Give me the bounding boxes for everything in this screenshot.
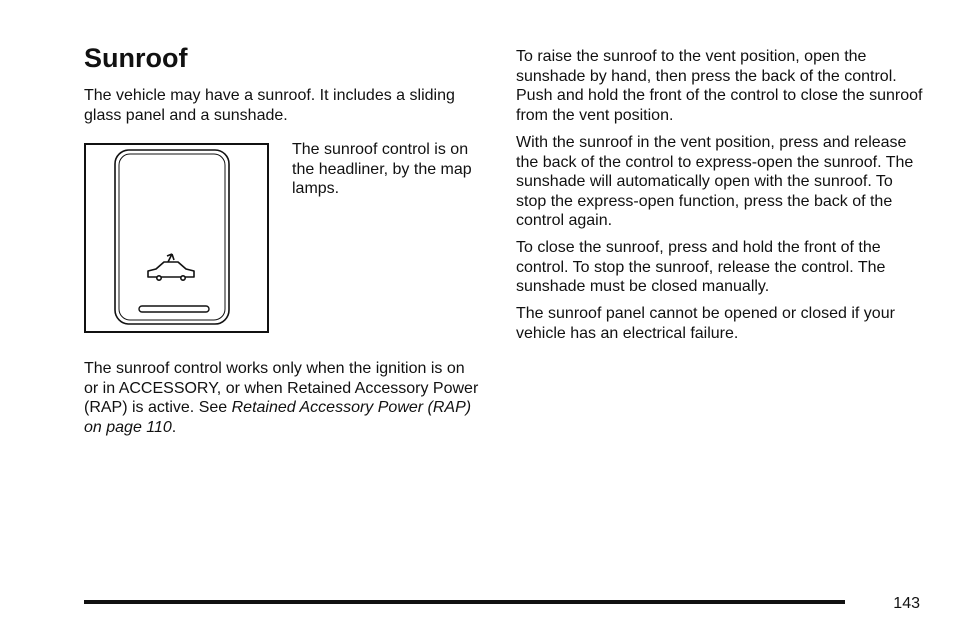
rap-cross-reference-link[interactable]: Retained Accessory Power (RAP) on page 110 <box>84 399 472 436</box>
figure-caption: The sunroof control is on the headliner, by the map lamps. <box>292 141 472 197</box>
vent-paragraph: To raise the sunroof to the vent position, open the sunshade by hand, then press the back of the control. Push and hold the front of the control to close the sunroof from the vent position. <box>516 48 923 124</box>
express-open-paragraph: With the sunroof in the vent position, press and release the back of the control to express-open the sunroof. The sunshade will automatically open with the sunroof. To stop the express-open function, press the back of the control again. <box>516 134 914 229</box>
ignition-text: The sunroof control works only when the ignition is on or in ACCESSORY, or when Retained Accessory Power (RAP) is active. See <box>84 360 479 416</box>
switch-inner-outline <box>119 154 225 320</box>
sunroof-control-illustration <box>84 143 269 333</box>
switch-slot-bar <box>139 306 209 312</box>
page-title: Sunroof <box>84 43 188 73</box>
ignition-paragraph <box>84 359 479 437</box>
intro-paragraph: The vehicle may have a sunroof. It includes a sliding glass panel and a sunshade. <box>84 87 455 124</box>
close-paragraph: To close the sunroof, press and hold the front of the control. To stop the sunroof, release the control. The sunshade must be closed manually. <box>516 239 886 295</box>
electrical-failure-paragraph: The sunroof panel cannot be opened or closed if your vehicle has an electrical failure. <box>516 305 895 342</box>
car-sunroof-icon <box>148 254 194 280</box>
switch-outer-outline <box>115 150 229 324</box>
ignition-end: . <box>171 418 177 436</box>
page-number: 143 <box>893 595 920 612</box>
footer-rule <box>84 600 845 604</box>
